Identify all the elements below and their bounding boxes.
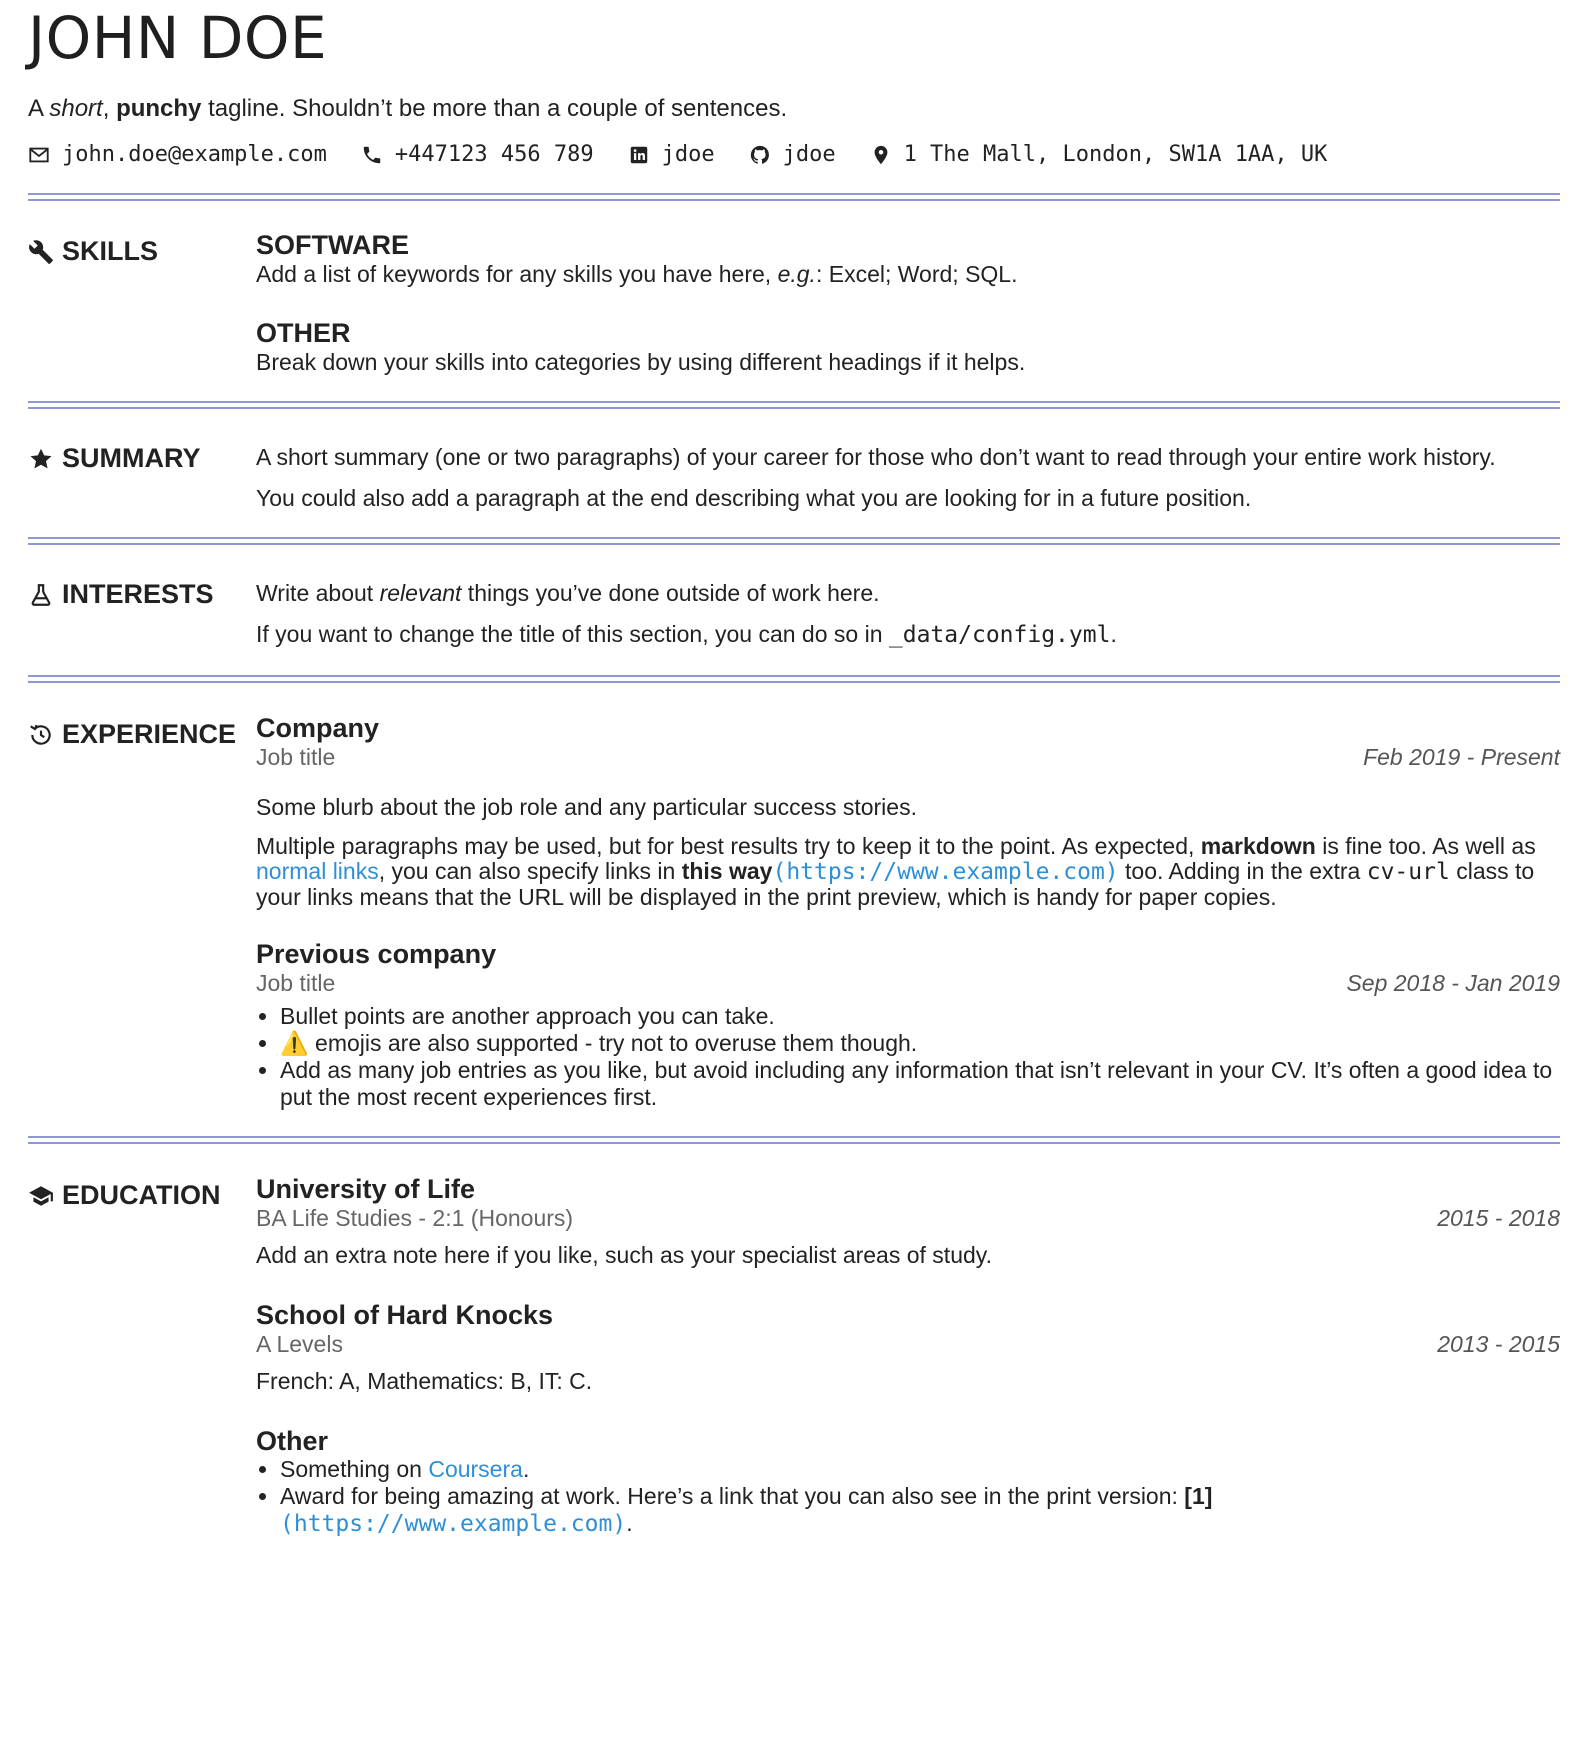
section-divider <box>28 537 1560 545</box>
other-title: Other <box>256 1426 329 1456</box>
award-link[interactable]: [1] <box>1184 1483 1213 1509</box>
email-text[interactable]: john.doe@example.com <box>62 142 327 167</box>
job-paragraph: Multiple paragraphs may be used, but for best results try to keep it to the point. As expected, markdown is fine too. As well as normal links, you can also specify links in this way(https://www.example.com) too. Adding in the extra cv-url class to your links means that the URL will be displayed in the print preview, which is handy for paper copies. <box>256 833 1536 910</box>
coursera-link[interactable]: Coursera <box>428 1456 523 1482</box>
skills-software-title: SOFTWARE <box>256 230 409 260</box>
this-way-link[interactable]: this way <box>681 858 773 884</box>
school-name: School of Hard Knocks <box>256 1300 554 1330</box>
section-interests <box>28 579 1560 649</box>
interests-paragraph: Write about relevant things you’ve done outside of work here. <box>256 580 880 606</box>
section-divider <box>28 401 1560 409</box>
email-icon <box>28 144 50 166</box>
section-skills <box>28 230 1560 376</box>
school-name: University of Life <box>256 1174 476 1204</box>
skills-heading: SKILLS <box>28 236 256 267</box>
job-paragraph: Some blurb about the job role and any particular success stories. <box>256 794 917 820</box>
cv-url-link[interactable]: (https://www.example.com) <box>772 859 1119 885</box>
skills-other-title: OTHER <box>256 318 351 348</box>
education-heading: EDUCATION <box>28 1180 256 1211</box>
job-title: Job title <box>256 744 336 770</box>
tagline: A short, punchy tagline. Shouldn’t be more than a couple of sentences. <box>28 95 788 122</box>
list-item: • Award for being amazing at work. Here’s a link that you can also see in the print version: [1] (https://www.example.com). <box>280 1483 1560 1538</box>
education-note: French: A, Mathematics: B, IT: C. <box>256 1368 593 1394</box>
star-icon <box>28 446 54 472</box>
other-bullets <box>256 1456 1560 1538</box>
contact-linkedin[interactable] <box>628 142 715 167</box>
job-company: Company <box>256 713 380 743</box>
section-divider <box>28 675 1560 683</box>
education-other <box>256 1426 1560 1538</box>
skills-other-text: Break down your skills into categories by using different headings if it helps. <box>256 349 1026 375</box>
degree: BA Life Studies - 2:1 (Honours) <box>256 1205 574 1231</box>
normal-link[interactable]: normal links <box>256 858 379 884</box>
cv-url-code: cv-url <box>1366 859 1450 885</box>
address-text: 1 The Mall, London, SW1A 1AA, UK <box>903 142 1328 167</box>
education-entry <box>256 1174 1560 1269</box>
linkedin-icon <box>628 144 650 166</box>
skills-software-text: Add a list of keywords for any skills you have here, e.g.: Excel; Word; SQL. <box>256 261 1018 287</box>
github-icon <box>749 144 771 166</box>
education-dates: 2013 - 2015 <box>1437 1331 1560 1357</box>
list-item: • Bullet points are another approach you can take. <box>280 1003 1560 1030</box>
job-dates: Sep 2018 - Jan 2019 <box>1346 970 1560 996</box>
linkedin-text[interactable]: jdoe <box>661 142 715 167</box>
location-pin-icon <box>870 144 892 166</box>
interests-paragraph: If you want to change the title of this section, you can do so in _data/config.yml. <box>256 621 1117 648</box>
graduation-cap-icon <box>28 1183 54 1209</box>
history-icon <box>28 722 54 748</box>
contact-address <box>870 142 1328 167</box>
job-company: Previous company <box>256 939 497 969</box>
github-text[interactable]: jdoe <box>782 142 836 167</box>
contact-email[interactable] <box>28 142 327 167</box>
wrench-icon <box>28 239 54 265</box>
contact-bar <box>28 142 1560 167</box>
list-item: • ⚠️ emojis are also supported - try not to overuse them though. <box>280 1030 1560 1057</box>
award-url-link[interactable]: (https://www.example.com) <box>280 1511 627 1537</box>
section-experience <box>28 713 1560 1111</box>
experience-body <box>256 713 1560 1111</box>
experience-heading: EXPERIENCE <box>28 719 256 750</box>
summary-paragraph: You could also add a paragraph at the end describing what you are looking for in a future position. <box>256 485 1252 511</box>
list-item: • Add as many job entries as you like, but avoid including any information that isn’t relevant in your CV. It’s often a good idea to put the most recent experiences first. <box>280 1057 1560 1111</box>
education-body <box>256 1174 1560 1538</box>
section-divider <box>28 1136 1560 1144</box>
education-note: Add an extra note here if you like, such as your specialist areas of study. <box>256 1242 992 1268</box>
phone-icon <box>361 144 383 166</box>
summary-body <box>256 443 1560 512</box>
contact-phone[interactable] <box>361 142 594 167</box>
flask-icon <box>28 582 54 608</box>
education-entry <box>256 1300 1560 1395</box>
skills-body <box>256 230 1560 376</box>
summary-paragraph: A short summary (one or two paragraphs) of your career for those who don’t want to read through your entire work history. <box>256 444 1496 470</box>
education-dates: 2015 - 2018 <box>1437 1205 1560 1231</box>
job-entry <box>256 939 1560 1111</box>
section-divider <box>28 193 1560 201</box>
cv-name: JOHN DOE <box>28 4 328 72</box>
interests-body <box>256 579 1560 649</box>
phone-text[interactable]: +447123 456 789 <box>394 142 594 167</box>
job-title: Job title <box>256 970 336 996</box>
summary-heading: SUMMARY <box>28 443 256 474</box>
section-education <box>28 1174 1560 1538</box>
contact-github[interactable] <box>749 142 836 167</box>
job-entry <box>256 713 1560 910</box>
list-item: • Something on Coursera. <box>280 1456 1560 1483</box>
section-summary <box>28 443 1560 512</box>
job-bullets <box>256 1003 1560 1111</box>
config-path-code: _data/config.yml <box>888 622 1111 648</box>
interests-heading: INTERESTS <box>28 579 256 610</box>
job-dates: Feb 2019 - Present <box>1363 744 1560 770</box>
warning-emoji-icon: ⚠️ <box>280 1030 309 1056</box>
degree: A Levels <box>256 1331 343 1357</box>
